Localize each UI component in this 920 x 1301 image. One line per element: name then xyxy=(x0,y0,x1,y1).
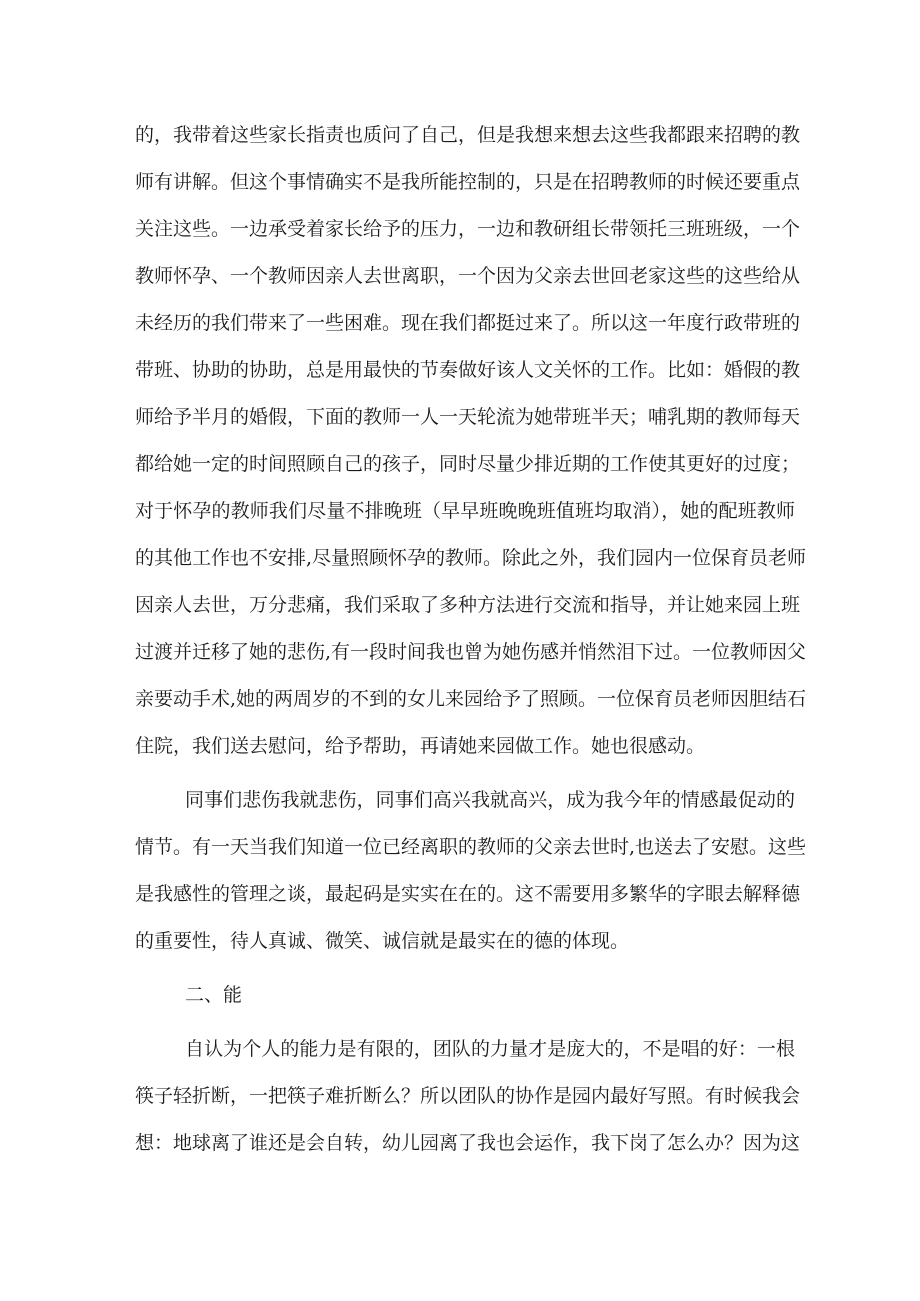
text-line: 师给予半月的婚假，下面的教师一人一天轮流为她带班半天；哺乳期的教师每天 xyxy=(135,406,801,428)
paragraph-gap xyxy=(135,1019,795,1026)
text-line: 筷子轻折断，一把筷子难折断么？所以团队的协作是园内最好写照。有时候我会 xyxy=(135,1085,801,1107)
text-line: 过渡并迁移了她的悲伤,有一段时间我也曾为她伤感并悄然泪下过。一位教师因父 xyxy=(135,641,807,663)
section-heading: 二、能 xyxy=(185,984,243,1006)
text-line: 的重要性，待人真诚、微笑、诚信就是最实在的德的体现。 xyxy=(135,930,630,952)
text-line: 住院，我们送去慰问，给予帮助，再请她来园做工作。她也很感动。 xyxy=(135,735,706,757)
paragraph-1 xyxy=(135,112,807,770)
text-line: 亲要动手术,她的两周岁的不到的女儿来园给予了照顾。一位保育员老师因胆结石 xyxy=(135,688,807,710)
paragraph-3 xyxy=(135,1026,801,1167)
text-line: 是我感性的管理之谈，最起码是实实在在的。这不需要用多繁华的字眼去解释德 xyxy=(135,883,801,905)
text-line: 因亲人去世，万分悲痛，我们采取了多种方法进行交流和指导，并让她来园上班 xyxy=(135,594,801,616)
text-line: 未经历的我们带来了一些困难。现在我们都挺过来了。所以这一年度行政带班的 xyxy=(135,312,801,334)
text-line: 带班、协助的协助，总是用最快的节奏做好该人文关怀的工作。比如：婚假的教 xyxy=(135,359,801,381)
text-line: 自认为个人的能力是有限的，团队的力量才是庞大的，不是唱的好：一根 xyxy=(185,1038,795,1060)
section-heading-block xyxy=(135,972,795,1019)
document-body xyxy=(135,112,807,1167)
text-line: 同事们悲伤我就悲伤，同事们高兴我就高兴，成为我今年的情感最促动的 xyxy=(185,789,795,811)
text-line: 想：地球离了谁还是会自转，幼儿园离了我也会运作，我下岗了怎么办？因为这 xyxy=(135,1132,801,1154)
text-line: 的其他工作也不安排,尽量照顾怀孕的教师。除此之外，我们园内一位保育员老师 xyxy=(135,547,807,569)
text-line: 情节。有一天当我们知道一位已经离职的教师的父亲去世时,也送去了安慰。这些 xyxy=(135,836,807,858)
paragraph-gap xyxy=(135,965,795,972)
text-line: 师有讲解。但这个事情确实不是我所能控制的，只是在招聘教师的时候还要重点 xyxy=(135,171,801,193)
paragraph-gap xyxy=(135,770,795,777)
paragraph-2 xyxy=(135,777,807,965)
text-line: 对于怀孕的教师我们尽量不排晚班（早早班晚晚班值班均取消），她的配班教师 xyxy=(135,500,795,522)
text-line: 关注这些。一边承受着家长给予的压力，一边和教研组长带领托三班班级，一个 xyxy=(135,218,801,240)
text-line: 都给她一定的时间照顾自己的孩子，同时尽量少排近期的工作使其更好的过度； xyxy=(135,453,801,475)
text-line: 的，我带着这些家长指责也质问了自己，但是我想来想去这些我都跟来招聘的教 xyxy=(135,124,801,146)
text-line: 教师怀孕、一个教师因亲人去世离职，一个因为父亲去世回老家这些的这些给从 xyxy=(135,265,801,287)
